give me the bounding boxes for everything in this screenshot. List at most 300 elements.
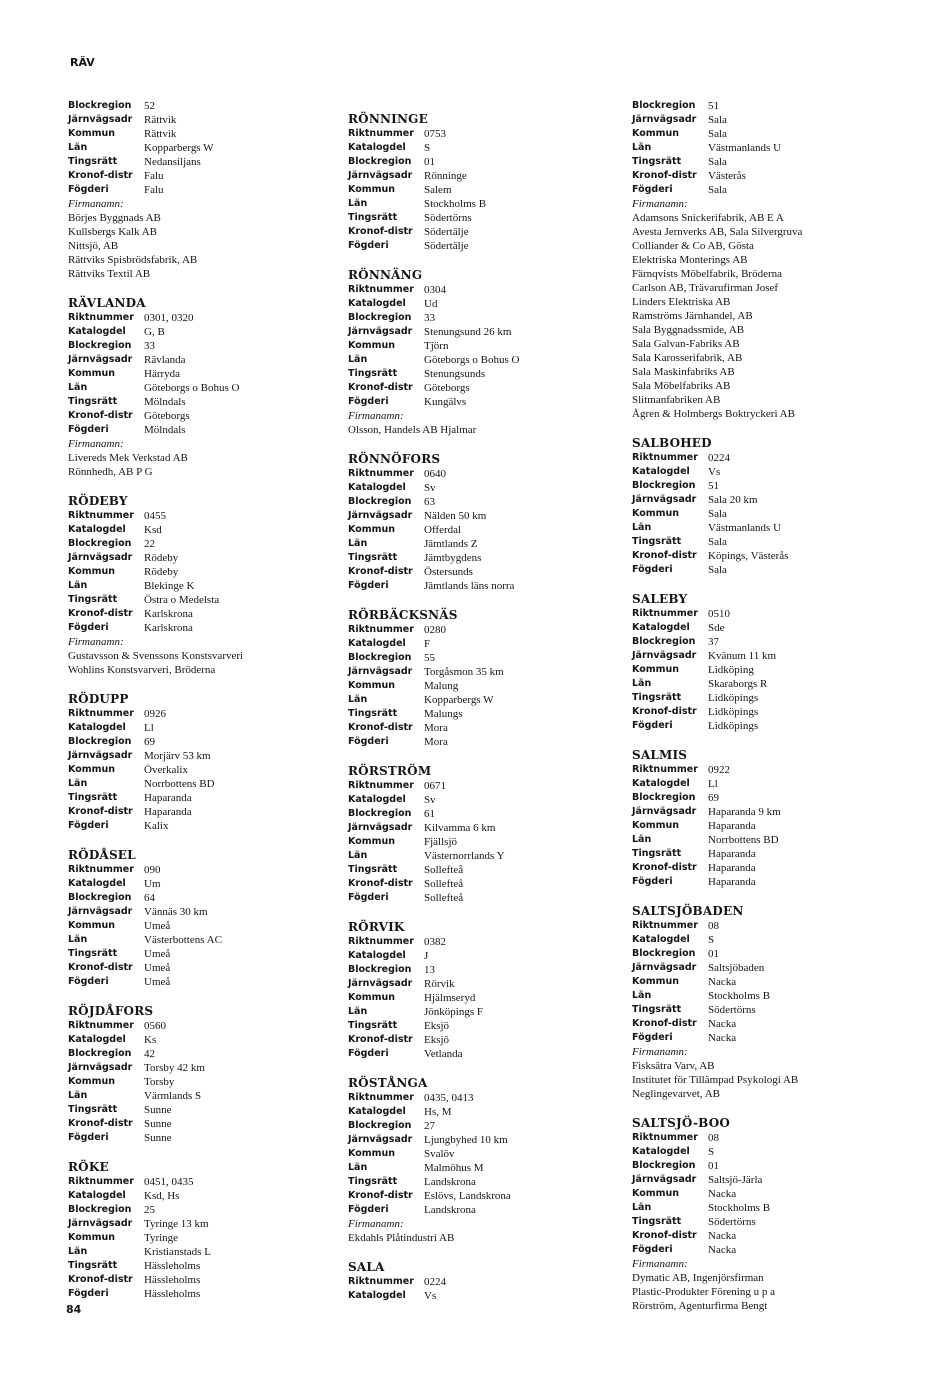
field-row xyxy=(348,849,618,863)
field-label: Riktnummer xyxy=(68,510,134,521)
place-name: SALBOHED xyxy=(632,436,712,450)
field-label: Riktnummer xyxy=(348,1092,414,1103)
field-value: Ks xyxy=(144,1034,157,1046)
field-value: Haparanda xyxy=(144,806,192,818)
place-entry xyxy=(632,591,902,733)
field-value: Hs, M xyxy=(424,1106,452,1118)
field-value: Sunne xyxy=(144,1118,172,1130)
field-value: 51 xyxy=(708,480,719,492)
firm-name: Ekdahls Plåtindustri AB xyxy=(348,1232,455,1244)
place-entry xyxy=(632,99,902,421)
field-row xyxy=(348,1147,618,1161)
field-value: Umeå xyxy=(144,976,171,988)
place-name: RÖKE xyxy=(68,1160,109,1174)
field-label: Län xyxy=(632,678,652,689)
field-row xyxy=(348,735,618,749)
field-row xyxy=(68,1103,338,1117)
field-label: Län xyxy=(348,1162,368,1173)
place-entry xyxy=(348,111,618,253)
field-label: Riktnummer xyxy=(632,764,698,775)
field-row xyxy=(348,707,618,721)
field-row xyxy=(68,367,338,381)
field-row xyxy=(68,721,338,735)
field-value: Nacka xyxy=(708,1188,737,1200)
firm-name: Sala Möbelfabriks AB xyxy=(632,380,731,392)
place-name: RÄVLANDA xyxy=(68,296,146,310)
place-name: RÖNNÄNG xyxy=(348,268,423,282)
field-row xyxy=(348,1047,618,1061)
field-row xyxy=(68,1175,338,1189)
field-value: Umeå xyxy=(144,962,171,974)
field-label: Tingsrätt xyxy=(348,212,398,223)
field-value: Falu xyxy=(144,170,164,182)
field-label: Blockregion xyxy=(632,1160,696,1171)
field-row xyxy=(632,521,902,535)
firm-name: Wohlins Konstsvarveri, Bröderna xyxy=(68,664,216,676)
field-value: Eksjö xyxy=(424,1020,450,1032)
field-label: Järnvägsadr xyxy=(68,1062,133,1073)
field-label: Kronof-distr xyxy=(632,706,697,717)
field-row xyxy=(348,1133,618,1147)
field-value: Sala xyxy=(708,564,727,576)
field-value: Karlskrona xyxy=(144,608,193,620)
field-label: Tingsrätt xyxy=(632,1004,682,1015)
field-row xyxy=(632,719,902,733)
field-row xyxy=(632,451,902,465)
field-value: Sollefteå xyxy=(424,864,464,876)
field-value: Kopparbergs W xyxy=(144,142,214,154)
field-value: Jämtlands Z xyxy=(424,538,478,550)
field-value: 0224 xyxy=(424,1276,446,1288)
field-value: Kungälvs xyxy=(424,396,467,408)
field-label: Riktnummer xyxy=(68,864,134,875)
field-label: Kronof-distr xyxy=(632,1018,697,1029)
field-row xyxy=(632,875,902,889)
place-name: RÖDÅSEL xyxy=(68,848,136,862)
field-label: Blockregion xyxy=(348,1120,412,1131)
field-value: Kilvamma 6 km xyxy=(424,822,496,834)
field-value: Um xyxy=(144,878,161,890)
place-name: SALMIS xyxy=(632,748,688,762)
field-label: Järnvägsadr xyxy=(632,650,697,661)
field-label: Län xyxy=(68,1246,88,1257)
field-value: Saltsjöbaden xyxy=(708,962,765,974)
field-row xyxy=(68,551,338,565)
field-label: Kronof-distr xyxy=(348,722,413,733)
field-row xyxy=(68,1047,338,1061)
place-entry xyxy=(348,267,618,437)
field-label: Katalogdel xyxy=(68,878,126,889)
field-value: Södertörns xyxy=(708,1004,756,1016)
field-value: Västernorrlands Y xyxy=(424,850,505,862)
place-entry xyxy=(632,435,902,577)
field-label: Tingsrätt xyxy=(68,948,118,959)
field-label: Kommun xyxy=(68,1076,116,1087)
field-value: Fjällsjö xyxy=(424,836,458,848)
firm-name: Nittsjö, AB xyxy=(68,240,119,252)
field-label: Järnvägsadr xyxy=(632,1174,697,1185)
field-label: Kommun xyxy=(632,1188,680,1199)
field-row xyxy=(632,1243,902,1257)
field-value: Göteborgs o Bohus O xyxy=(424,354,520,366)
field-value: Köpings, Västerås xyxy=(708,550,789,562)
field-label: Län xyxy=(348,850,368,861)
field-row xyxy=(348,225,618,239)
field-label: Fögderi xyxy=(348,396,389,407)
field-value: 0435, 0413 xyxy=(424,1092,474,1104)
field-row xyxy=(348,863,618,877)
field-label: Tingsrätt xyxy=(68,594,118,605)
field-label: Tingsrätt xyxy=(68,1104,118,1115)
field-value: Offerdal xyxy=(424,524,462,536)
field-value: Sollefteå xyxy=(424,892,464,904)
field-row xyxy=(632,1187,902,1201)
firm-name: Gustavsson & Svenssons Konstsvarveri xyxy=(68,650,244,662)
field-value: 0671 xyxy=(424,780,446,792)
field-label: Kronof-distr xyxy=(348,226,413,237)
place-entry xyxy=(348,607,618,749)
field-label: Kommun xyxy=(348,184,396,195)
field-label: Fögderi xyxy=(68,976,109,987)
field-row xyxy=(632,169,902,183)
place-entry xyxy=(632,903,902,1101)
field-row xyxy=(632,1131,902,1145)
field-value: Sala 20 km xyxy=(708,494,758,506)
field-row xyxy=(68,141,338,155)
field-value: 0304 xyxy=(424,284,446,296)
field-label: Tingsrätt xyxy=(68,396,118,407)
field-value: 0280 xyxy=(424,624,446,636)
place-name: SALTSJÖBADEN xyxy=(632,904,744,918)
field-value: 0510 xyxy=(708,608,730,620)
field-label: Riktnummer xyxy=(632,920,698,931)
field-label: Järnvägsadr xyxy=(68,114,133,125)
firm-name: Börjes Byggnads AB xyxy=(68,212,161,224)
field-row xyxy=(348,991,618,1005)
field-value: Lidköpings xyxy=(708,692,759,704)
field-row xyxy=(632,1229,902,1243)
field-label: Järnvägsadr xyxy=(348,510,413,521)
field-row xyxy=(348,155,618,169)
field-value: Tyringe xyxy=(144,1232,179,1244)
field-label: Län xyxy=(68,142,88,153)
field-value: Rättvik xyxy=(144,128,177,140)
field-value: Östra o Medelsta xyxy=(144,594,220,606)
field-label: Järnvägsadr xyxy=(348,1134,413,1145)
field-label: Fögderi xyxy=(68,1288,109,1299)
field-value: Sala xyxy=(708,128,727,140)
field-value: Mölndals xyxy=(144,424,186,436)
field-value: Nacka xyxy=(708,1018,737,1030)
field-row xyxy=(68,1189,338,1203)
field-label: Riktnummer xyxy=(348,128,414,139)
field-label: Tingsrätt xyxy=(632,1216,682,1227)
field-label: Kronof-distr xyxy=(348,1190,413,1201)
field-label: Län xyxy=(68,778,88,789)
field-value: 0382 xyxy=(424,936,446,948)
firm-name: Slitmanfabriken AB xyxy=(632,394,721,406)
place-name: SALTSJÖ-BOO xyxy=(632,1116,731,1130)
field-value: Ksd xyxy=(144,524,162,536)
field-value: Sala xyxy=(708,156,727,168)
firm-names-heading: Firmanamn: xyxy=(348,1218,404,1230)
column-2 xyxy=(348,111,618,1317)
field-value: 0926 xyxy=(144,708,166,720)
place-name: RÖRVIK xyxy=(348,920,405,934)
field-label: Fögderi xyxy=(348,1048,389,1059)
field-row xyxy=(348,141,618,155)
field-value: Nacka xyxy=(708,976,737,988)
place-name: RÖNNÖFORS xyxy=(348,452,441,466)
field-row xyxy=(348,169,618,183)
field-row xyxy=(68,113,338,127)
field-label: Kommun xyxy=(68,1232,116,1243)
field-row xyxy=(632,805,902,819)
field-row xyxy=(68,1131,338,1145)
field-value: Värmlands S xyxy=(144,1090,202,1102)
field-row xyxy=(68,749,338,763)
field-label: Blockregion xyxy=(348,652,412,663)
field-label: Kommun xyxy=(348,1148,396,1159)
field-label: Kommun xyxy=(348,992,396,1003)
field-row xyxy=(632,1201,902,1215)
field-row xyxy=(68,961,338,975)
field-label: Riktnummer xyxy=(632,1132,698,1143)
field-value: 51 xyxy=(708,100,719,112)
firm-name: Adamsons Snickerifabrik, AB E A xyxy=(632,212,784,224)
field-value: Stockholms B xyxy=(424,198,487,210)
field-value: Hässleholms xyxy=(144,1274,201,1286)
field-value: Jönköpings F xyxy=(424,1006,483,1018)
field-label: Län xyxy=(348,538,368,549)
field-row xyxy=(632,833,902,847)
field-label: Tingsrätt xyxy=(348,1176,398,1187)
field-value: Karlskrona xyxy=(144,622,193,634)
field-label: Kronof-distr xyxy=(68,608,133,619)
field-label: Katalogdel xyxy=(348,950,406,961)
field-value: 25 xyxy=(144,1204,155,1216)
field-row xyxy=(68,763,338,777)
place-entry xyxy=(68,1003,338,1145)
field-row xyxy=(348,211,618,225)
field-row xyxy=(348,623,618,637)
field-label: Tingsrätt xyxy=(348,864,398,875)
field-label: Kronof-distr xyxy=(632,862,697,873)
firm-name: Sala Karosserifabrik, AB xyxy=(632,352,743,364)
field-value: Nedansiljans xyxy=(144,156,201,168)
field-label: Katalogdel xyxy=(68,722,126,733)
field-label: Kommun xyxy=(632,128,680,139)
field-value: 63 xyxy=(424,496,435,508)
firm-name: Fisksätra Varv, AB xyxy=(632,1060,715,1072)
field-value: 69 xyxy=(708,792,719,804)
field-row xyxy=(632,1159,902,1173)
field-row xyxy=(68,1089,338,1103)
field-value: S xyxy=(708,1146,715,1158)
field-value: Göteborgs xyxy=(424,382,470,394)
field-value: Sv xyxy=(424,482,436,494)
field-label: Katalogdel xyxy=(632,934,690,945)
field-row xyxy=(68,905,338,919)
field-label: Kronof-distr xyxy=(68,1118,133,1129)
place-name: RÖRBÄCKSNÄS xyxy=(348,608,458,622)
field-row xyxy=(632,183,902,197)
field-label: Riktnummer xyxy=(348,780,414,791)
firm-names-heading: Firmanamn: xyxy=(68,636,124,648)
field-row xyxy=(68,891,338,905)
field-value: Överkalix xyxy=(144,764,188,776)
field-value: 37 xyxy=(708,636,719,648)
field-label: Tingsrätt xyxy=(348,552,398,563)
field-row xyxy=(68,791,338,805)
field-label: Kommun xyxy=(68,128,116,139)
firm-name: Livereds Mek Verkstad AB xyxy=(68,452,188,464)
field-label: Kommun xyxy=(348,340,396,351)
field-value: Torgåsmon 35 km xyxy=(424,666,504,678)
field-value: Nacka xyxy=(708,1244,737,1256)
firm-name: Sala Galvan-Fabriks AB xyxy=(632,338,740,350)
firm-name: Ramströms Järnhandel, AB xyxy=(632,310,753,322)
field-value: G, B xyxy=(144,326,165,338)
field-row xyxy=(632,947,902,961)
place-name: SALEBY xyxy=(632,592,688,606)
field-value: 01 xyxy=(708,948,719,960)
firm-name: Elektriska Monterings AB xyxy=(632,254,748,266)
page-number: 84 xyxy=(66,1303,82,1316)
field-label: Katalogdel xyxy=(348,1106,406,1117)
field-value: Västerbottens AC xyxy=(144,934,222,946)
firm-names-heading: Firmanamn: xyxy=(632,198,688,210)
field-row xyxy=(348,1175,618,1189)
field-label: Kommun xyxy=(348,836,396,847)
field-value: Hässleholms xyxy=(144,1260,201,1272)
field-value: Mölndals xyxy=(144,396,186,408)
field-label: Katalogdel xyxy=(68,1034,126,1045)
field-row xyxy=(68,1019,338,1033)
place-entry xyxy=(632,1115,902,1313)
field-value: S xyxy=(708,934,715,946)
field-value: Morjärv 53 km xyxy=(144,750,211,762)
field-value: Kalix xyxy=(144,820,169,832)
field-label: Tingsrätt xyxy=(68,792,118,803)
field-row xyxy=(348,1033,618,1047)
field-row xyxy=(68,947,338,961)
field-row xyxy=(68,621,338,635)
field-row xyxy=(348,481,618,495)
field-value: Härryda xyxy=(144,368,181,380)
field-row xyxy=(348,935,618,949)
field-value: Malungs xyxy=(424,708,463,720)
field-row xyxy=(348,835,618,849)
field-label: Fögderi xyxy=(348,240,389,251)
field-label: Järnvägsadr xyxy=(632,114,697,125)
field-value: Sala xyxy=(708,508,727,520)
place-entry xyxy=(348,451,618,593)
field-label: Katalogdel xyxy=(348,1290,406,1301)
field-label: Katalogdel xyxy=(348,794,406,805)
field-row xyxy=(68,381,338,395)
field-value: 0560 xyxy=(144,1020,166,1032)
field-label: Fögderi xyxy=(68,184,109,195)
field-row xyxy=(68,409,338,423)
field-label: Järnvägsadr xyxy=(68,552,133,563)
field-row xyxy=(348,283,618,297)
field-row xyxy=(348,197,618,211)
field-row xyxy=(348,127,618,141)
field-row xyxy=(68,777,338,791)
firm-name: Sala Byggnadssmide, AB xyxy=(632,324,745,336)
field-row xyxy=(632,1003,902,1017)
field-label: Riktnummer xyxy=(632,452,698,463)
field-label: Län xyxy=(632,990,652,1001)
field-value: Södertörns xyxy=(424,212,472,224)
field-label: Tingsrätt xyxy=(632,156,682,167)
field-value: Malung xyxy=(424,680,459,692)
field-value: 01 xyxy=(424,156,435,168)
field-label: Län xyxy=(632,834,652,845)
field-row xyxy=(348,679,618,693)
field-row xyxy=(68,877,338,891)
field-label: Tingsrätt xyxy=(68,1260,118,1271)
field-value: Norrbottens BD xyxy=(144,778,215,790)
field-label: Järnvägsadr xyxy=(68,906,133,917)
field-row xyxy=(632,649,902,663)
firm-names-heading: Firmanamn: xyxy=(632,1046,688,1058)
field-label: Tingsrätt xyxy=(348,368,398,379)
field-label: Järnvägsadr xyxy=(632,806,697,817)
field-label: Kronof-distr xyxy=(348,566,413,577)
field-label: Kommun xyxy=(632,976,680,987)
field-value: Västmanlands U xyxy=(708,522,782,534)
field-label: Fögderi xyxy=(348,1204,389,1215)
field-value: Rödeby xyxy=(144,566,179,578)
field-label: Blockregion xyxy=(632,480,696,491)
field-row xyxy=(632,919,902,933)
field-row xyxy=(348,353,618,367)
field-label: Järnvägsadr xyxy=(348,326,413,337)
firm-name: Neglingevarvet, AB xyxy=(632,1088,720,1100)
field-value: Stenungsunds xyxy=(424,368,486,380)
field-label: Blockregion xyxy=(348,496,412,507)
field-row xyxy=(348,665,618,679)
firm-name: Färnqvists Möbelfabrik, Bröderna xyxy=(632,268,782,280)
field-row xyxy=(632,791,902,805)
field-label: Tingsrätt xyxy=(632,536,682,547)
place-name: RÖDEBY xyxy=(68,494,128,508)
field-value: 27 xyxy=(424,1120,435,1132)
field-label: Riktnummer xyxy=(348,936,414,947)
field-row xyxy=(68,523,338,537)
field-value: Göteborgs xyxy=(144,410,190,422)
field-value: Umeå xyxy=(144,920,171,932)
field-value: Sala xyxy=(708,184,727,196)
field-label: Blockregion xyxy=(68,340,132,351)
field-row xyxy=(632,1173,902,1187)
field-label: Blockregion xyxy=(348,964,412,975)
field-value: Ll xyxy=(144,722,154,734)
field-row xyxy=(632,493,902,507)
field-row xyxy=(632,847,902,861)
field-row xyxy=(348,891,618,905)
field-row xyxy=(632,563,902,577)
field-label: Blockregion xyxy=(68,736,132,747)
field-value: Lidköping xyxy=(708,664,754,676)
field-label: Järnvägsadr xyxy=(68,354,133,365)
field-value: Norrbottens BD xyxy=(708,834,779,846)
field-row xyxy=(348,551,618,565)
field-label: Län xyxy=(348,1006,368,1017)
field-value: Falu xyxy=(144,184,164,196)
